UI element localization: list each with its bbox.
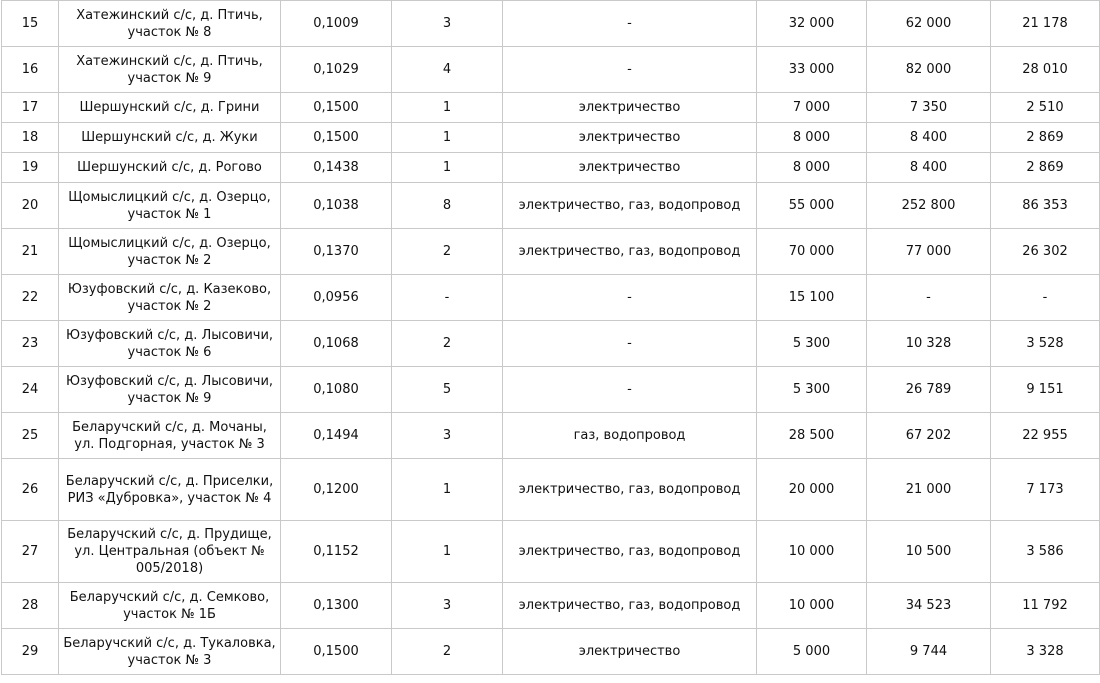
area-cell: 0,1152 bbox=[281, 521, 392, 583]
bids-count-cell: - bbox=[392, 275, 503, 321]
row-number-cell: 23 bbox=[2, 321, 59, 367]
bids-count-cell: 1 bbox=[392, 123, 503, 153]
start-price-cell: 20 000 bbox=[757, 459, 867, 521]
area-cell: 0,1500 bbox=[281, 123, 392, 153]
utilities-cell: электричество bbox=[503, 153, 757, 183]
table-row bbox=[2, 367, 1100, 413]
table-row bbox=[2, 321, 1100, 367]
bids-count-cell: 8 bbox=[392, 183, 503, 229]
table-row bbox=[2, 413, 1100, 459]
amount-cell: 22 955 bbox=[991, 413, 1100, 459]
final-price-cell: 8 400 bbox=[867, 153, 991, 183]
utilities-cell: электричество bbox=[503, 629, 757, 675]
table-row bbox=[2, 123, 1100, 153]
row-number-cell: 18 bbox=[2, 123, 59, 153]
area-cell: 0,1494 bbox=[281, 413, 392, 459]
bids-count-cell: 3 bbox=[392, 583, 503, 629]
bids-count-cell: 3 bbox=[392, 1, 503, 47]
row-number-cell: 28 bbox=[2, 583, 59, 629]
bids-count-cell: 1 bbox=[392, 459, 503, 521]
row-number-cell: 16 bbox=[2, 47, 59, 93]
table-row bbox=[2, 459, 1100, 521]
start-price-cell: 10 000 bbox=[757, 583, 867, 629]
amount-cell: - bbox=[991, 275, 1100, 321]
amount-cell: 11 792 bbox=[991, 583, 1100, 629]
bids-count-cell: 1 bbox=[392, 521, 503, 583]
table-row bbox=[2, 229, 1100, 275]
bids-count-cell: 5 bbox=[392, 367, 503, 413]
amount-cell: 3 328 bbox=[991, 629, 1100, 675]
row-number-cell: 27 bbox=[2, 521, 59, 583]
area-cell: 0,1009 bbox=[281, 1, 392, 47]
bids-count-cell: 1 bbox=[392, 153, 503, 183]
area-cell: 0,1300 bbox=[281, 583, 392, 629]
area-cell: 0,1029 bbox=[281, 47, 392, 93]
table-row bbox=[2, 1, 1100, 47]
area-cell: 0,1068 bbox=[281, 321, 392, 367]
table-row bbox=[2, 93, 1100, 123]
final-price-cell: - bbox=[867, 275, 991, 321]
final-price-cell: 62 000 bbox=[867, 1, 991, 47]
table-row bbox=[2, 521, 1100, 583]
row-number-cell: 26 bbox=[2, 459, 59, 521]
utilities-cell: электричество, газ, водопровод bbox=[503, 183, 757, 229]
utilities-cell: - bbox=[503, 1, 757, 47]
location-cell: Юзуфовский с/с, д. Лысовичи, участок № 9 bbox=[59, 367, 281, 413]
amount-cell: 86 353 bbox=[991, 183, 1100, 229]
utilities-cell: электричество, газ, водопровод bbox=[503, 583, 757, 629]
location-cell: Беларучский с/с, д. Мочаны, ул. Подгорная, участок № 3 bbox=[59, 413, 281, 459]
table-row bbox=[2, 183, 1100, 229]
row-number-cell: 17 bbox=[2, 93, 59, 123]
utilities-cell: - bbox=[503, 321, 757, 367]
utilities-cell: газ, водопровод bbox=[503, 413, 757, 459]
start-price-cell: 33 000 bbox=[757, 47, 867, 93]
final-price-cell: 67 202 bbox=[867, 413, 991, 459]
location-cell: Щомыслицкий с/с, д. Озерцо, участок № 1 bbox=[59, 183, 281, 229]
start-price-cell: 55 000 bbox=[757, 183, 867, 229]
final-price-cell: 252 800 bbox=[867, 183, 991, 229]
bids-count-cell: 3 bbox=[392, 413, 503, 459]
start-price-cell: 15 100 bbox=[757, 275, 867, 321]
final-price-cell: 7 350 bbox=[867, 93, 991, 123]
row-number-cell: 24 bbox=[2, 367, 59, 413]
amount-cell: 3 586 bbox=[991, 521, 1100, 583]
utilities-cell: электричество, газ, водопровод bbox=[503, 229, 757, 275]
bids-count-cell: 1 bbox=[392, 93, 503, 123]
land-plots-table bbox=[1, 0, 1100, 675]
final-price-cell: 10 500 bbox=[867, 521, 991, 583]
table-row bbox=[2, 275, 1100, 321]
table-row bbox=[2, 583, 1100, 629]
row-number-cell: 25 bbox=[2, 413, 59, 459]
utilities-cell: электричество bbox=[503, 93, 757, 123]
bids-count-cell: 4 bbox=[392, 47, 503, 93]
amount-cell: 7 173 bbox=[991, 459, 1100, 521]
table-row bbox=[2, 153, 1100, 183]
amount-cell: 9 151 bbox=[991, 367, 1100, 413]
row-number-cell: 19 bbox=[2, 153, 59, 183]
area-cell: 0,0956 bbox=[281, 275, 392, 321]
row-number-cell: 22 bbox=[2, 275, 59, 321]
table-row bbox=[2, 47, 1100, 93]
final-price-cell: 26 789 bbox=[867, 367, 991, 413]
utilities-cell: электричество, газ, водопровод bbox=[503, 459, 757, 521]
location-cell: Шершунский с/с, д. Жуки bbox=[59, 123, 281, 153]
utilities-cell: электричество bbox=[503, 123, 757, 153]
start-price-cell: 10 000 bbox=[757, 521, 867, 583]
table-row bbox=[2, 629, 1100, 675]
amount-cell: 2 869 bbox=[991, 153, 1100, 183]
amount-cell: 26 302 bbox=[991, 229, 1100, 275]
location-cell: Беларучский с/с, д. Приселки, РИЗ «Дубровка», участок № 4 bbox=[59, 459, 281, 521]
location-cell: Беларучский с/с, д. Прудище, ул. Центральная (объект № 005/2018) bbox=[59, 521, 281, 583]
bids-count-cell: 2 bbox=[392, 229, 503, 275]
location-cell: Хатежинский с/с, д. Птичь, участок № 8 bbox=[59, 1, 281, 47]
final-price-cell: 8 400 bbox=[867, 123, 991, 153]
start-price-cell: 32 000 bbox=[757, 1, 867, 47]
row-number-cell: 29 bbox=[2, 629, 59, 675]
start-price-cell: 5 000 bbox=[757, 629, 867, 675]
start-price-cell: 8 000 bbox=[757, 153, 867, 183]
start-price-cell: 28 500 bbox=[757, 413, 867, 459]
final-price-cell: 21 000 bbox=[867, 459, 991, 521]
location-cell: Щомыслицкий с/с, д. Озерцо, участок № 2 bbox=[59, 229, 281, 275]
row-number-cell: 21 bbox=[2, 229, 59, 275]
amount-cell: 28 010 bbox=[991, 47, 1100, 93]
location-cell: Беларучский с/с, д. Семково, участок № 1Б bbox=[59, 583, 281, 629]
start-price-cell: 7 000 bbox=[757, 93, 867, 123]
area-cell: 0,1500 bbox=[281, 629, 392, 675]
location-cell: Шершунский с/с, д. Рогово bbox=[59, 153, 281, 183]
location-cell: Хатежинский с/с, д. Птичь, участок № 9 bbox=[59, 47, 281, 93]
start-price-cell: 70 000 bbox=[757, 229, 867, 275]
final-price-cell: 34 523 bbox=[867, 583, 991, 629]
final-price-cell: 9 744 bbox=[867, 629, 991, 675]
utilities-cell: - bbox=[503, 367, 757, 413]
amount-cell: 2 510 bbox=[991, 93, 1100, 123]
bids-count-cell: 2 bbox=[392, 321, 503, 367]
utilities-cell: - bbox=[503, 47, 757, 93]
final-price-cell: 10 328 bbox=[867, 321, 991, 367]
area-cell: 0,1200 bbox=[281, 459, 392, 521]
location-cell: Шершунский с/с, д. Грини bbox=[59, 93, 281, 123]
amount-cell: 2 869 bbox=[991, 123, 1100, 153]
amount-cell: 21 178 bbox=[991, 1, 1100, 47]
area-cell: 0,1438 bbox=[281, 153, 392, 183]
area-cell: 0,1500 bbox=[281, 93, 392, 123]
amount-cell: 3 528 bbox=[991, 321, 1100, 367]
start-price-cell: 5 300 bbox=[757, 367, 867, 413]
start-price-cell: 5 300 bbox=[757, 321, 867, 367]
area-cell: 0,1370 bbox=[281, 229, 392, 275]
utilities-cell: - bbox=[503, 275, 757, 321]
area-cell: 0,1038 bbox=[281, 183, 392, 229]
final-price-cell: 82 000 bbox=[867, 47, 991, 93]
utilities-cell: электричество, газ, водопровод bbox=[503, 521, 757, 583]
area-cell: 0,1080 bbox=[281, 367, 392, 413]
location-cell: Беларучский с/с, д. Тукаловка, участок № 3 bbox=[59, 629, 281, 675]
location-cell: Юзуфовский с/с, д. Лысовичи, участок № 6 bbox=[59, 321, 281, 367]
location-cell: Юзуфовский с/с, д. Казеково, участок № 2 bbox=[59, 275, 281, 321]
start-price-cell: 8 000 bbox=[757, 123, 867, 153]
row-number-cell: 15 bbox=[2, 1, 59, 47]
final-price-cell: 77 000 bbox=[867, 229, 991, 275]
bids-count-cell: 2 bbox=[392, 629, 503, 675]
row-number-cell: 20 bbox=[2, 183, 59, 229]
